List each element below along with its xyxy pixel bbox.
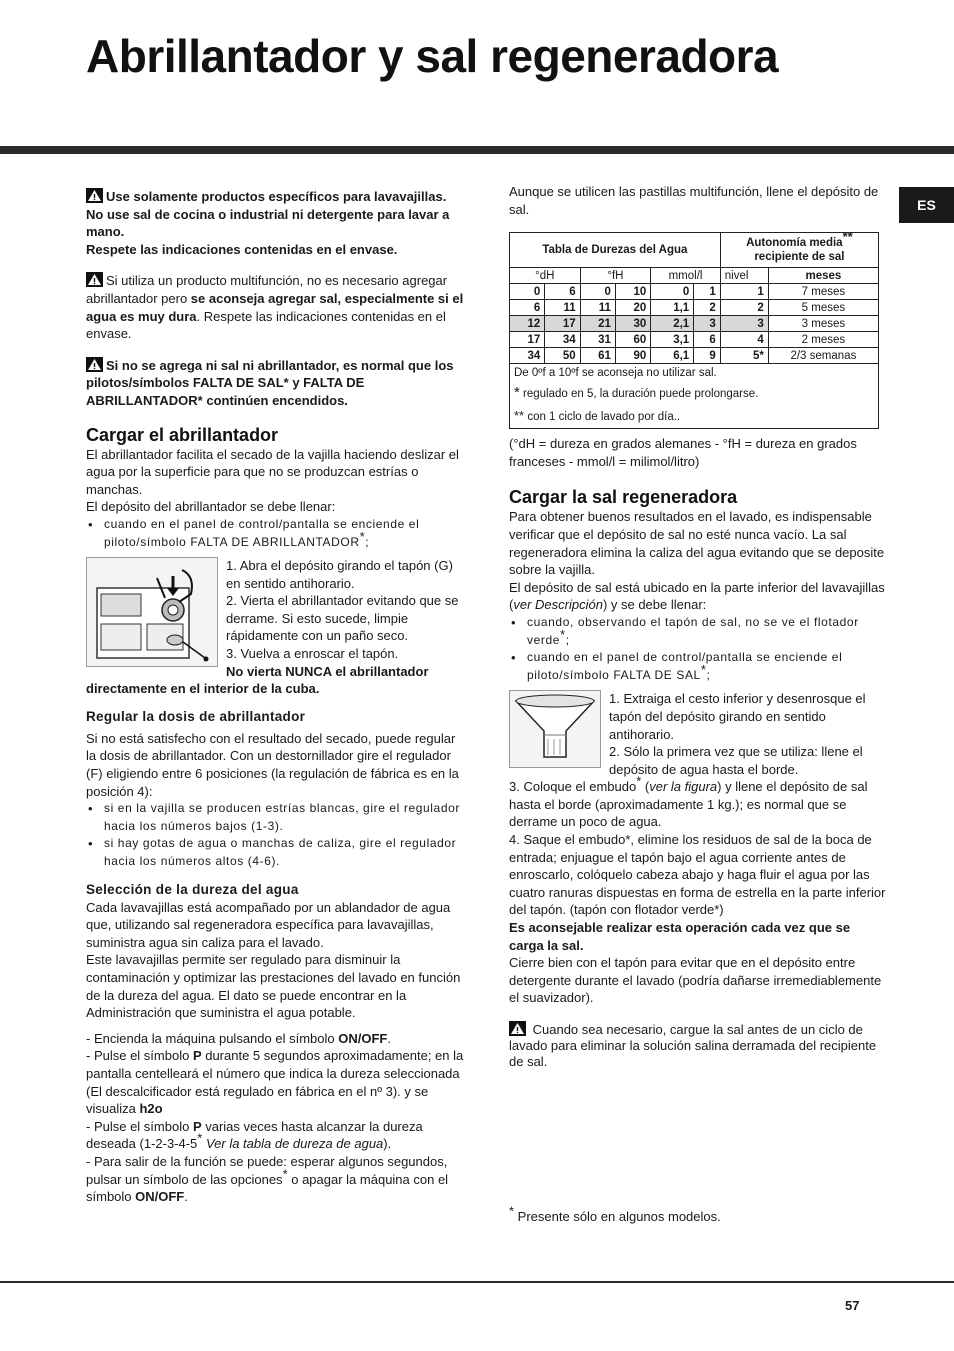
paragraph: Si no está satisfecho con el resultado del secado, puede regular la dosis de abrillantador. Con un destornillador gire el regulador (F) eligiendo entre 6 posiciones (la regulación de fábrica es en la posición 4): — [86, 730, 459, 799]
rinse-aid-warning: directamente en el interior de la cuba. — [86, 681, 320, 697]
salt-steps: 1. Extraiga el cesto inferior y desenrosque el tapón del depósito girando en sentido antihorario. 2. Sólo la primera vez que se utiliza: llene el depósito de agua hasta el borde. — [609, 691, 866, 777]
page-title: Abrillantador y sal regeneradora — [86, 30, 779, 82]
table-notes: De 0ºf a 10ºf se aconseja no utilizar sal. * regulado en 5, la duración puede prolongarse. ** con 1 ciclo de lavado por día.. — [510, 364, 879, 429]
table-row-highlighted: 12 17 21 30 2,1 3 3 3 meses — [510, 316, 879, 332]
warning-icon — [509, 1021, 526, 1036]
paragraph: Este lavavajillas permite ser regulado para disminuir la contaminación y optimizar las prestaciones del lavado en función de la dureza del agua. El dato se puede encontrar en la Administración que suministra el agua potable. — [86, 952, 461, 1021]
footer-rule — [0, 1281, 954, 1283]
footnote: * Presente sólo en algunos modelos. — [509, 1203, 721, 1224]
header-rule — [0, 146, 954, 154]
bullet-list — [86, 516, 464, 551]
salt-funnel-illustration — [509, 690, 601, 768]
instruction-step: 3. Coloque el embudo* (ver la figura) y llene el depósito de sal hasta el borde (aproximadamente 1 kg.); es normal que se derrame un poco de agua. — [509, 773, 868, 830]
instruction-step: - Encienda la máquina pulsando el símbolo ON/OFF. — [86, 1030, 391, 1046]
language-tab: ES — [899, 187, 954, 223]
table-row: 0 6 0 10 0 1 1 7 meses — [510, 284, 879, 300]
column-header: °fH — [580, 268, 651, 284]
paragraph: El depósito del abrillantador se debe llenar: — [86, 499, 336, 515]
list-item: • cuando en el panel de control/pantalla se enciende el piloto/símbolo FALTA DE SAL*; — [509, 649, 887, 684]
warning-icon — [86, 188, 103, 203]
rinse-aid-steps: 1. Abra el depósito girando el tapón (G) en sentido antihorario. 2. Vierta el abrillantador evitando que se derrame. Si esto sucede, limpie rápidamente con un paño seco. 3. Vuelva a enroscar el tapón. No vierta NUNCA el abrillantador — [226, 558, 459, 679]
section-title-salt: Cargar la sal regeneradora — [509, 487, 738, 508]
salt-advice: Es aconsejable realizar esta operación cada vez que se carga la sal. — [509, 920, 851, 953]
paragraph: Aunque se utilicen las pastillas multifunción, llene el depósito de sal. — [509, 184, 879, 217]
rinse-aid-figure-row — [86, 557, 464, 680]
column-header: °dH — [510, 268, 581, 284]
column-header: mmol/l — [651, 268, 721, 284]
bullet-list — [509, 614, 887, 684]
warning-indicators: Si no se agrega ni sal ni abrillantador, es normal que los pilotos/símbolos FALTA DE SAL* y FALTA DE ABRILLANTADOR* continúen encendidos. — [86, 357, 454, 408]
instruction-step: 4. Saque el embudo*, elimine los residuos de sal de la boca de entrada; enjuague el tapón bajo el agua corriente antes de enroscarlo, colóquelo cabeza abajo y haga fluir el agua por las cuatro ranuras dispuestas en forma de estrella en la parte inferior del tapón. (tapón con flotador verde*) — [509, 832, 886, 918]
list-item: • cuando, observando el tapón de sal, no se ve el flotador verde*; — [509, 614, 887, 649]
table-autonomy-header: Autonomía media** recipiente de sal — [720, 233, 878, 268]
column-header: nivel — [720, 268, 768, 284]
column-header: meses — [768, 268, 878, 284]
paragraph: Cierre bien con el tapón para evitar que en el depósito entre detergente durante el lavado (podría dañarse irremediablemente el suavizador). — [509, 955, 882, 1006]
bullet-list — [86, 800, 464, 870]
list-item: • si hay gotas de agua o manchas de caliza, gire el regulador hacia los números altos (4-6). — [86, 835, 464, 870]
instruction-step: - Pulse el símbolo P varias veces hasta alcanzar la dureza deseada (1-2-3-4-5* Ver la tabla de dureza de agua). — [86, 1118, 423, 1152]
subsection-title-hardness: Selección de la dureza del agua — [86, 881, 299, 897]
list-item: • cuando en el panel de control/pantalla se enciende el piloto/símbolo FALTA DE ABRILLANTADOR*; — [86, 516, 464, 551]
list-item: • si en la vajilla se producen estrías blancas, gire el regulador hacia los números bajos (1-3). — [86, 800, 464, 835]
table-row: 6 11 11 20 1,1 2 2 5 meses — [510, 300, 879, 316]
warning-multifunction: Si utiliza un producto multifunción, no es necesario agregar abrillantador pero se aconseja agregar sal, especialmente si el agua es muy dura. Respete las indicaciones contenidas en el envase. — [86, 273, 464, 342]
water-hardness-table — [509, 229, 879, 429]
warning-icon — [86, 357, 103, 372]
page-number: 57 — [845, 1298, 860, 1313]
table-title: Tabla de Durezas del Agua — [510, 233, 721, 268]
rinse-aid-dispenser-illustration — [86, 557, 218, 667]
table-row: 34 50 61 90 6,1 9 5* 2/3 semanas — [510, 348, 879, 364]
paragraph: El abrillantador facilita el secado de la vajilla haciendo deslizar el agua por la superficie para que no se produzcan estrías o manchas. — [86, 446, 459, 497]
paragraph: El depósito de sal está ubicado en la parte inferior del lavavajillas (ver Descripción) y se debe llenar: — [509, 579, 885, 613]
warning-icon — [86, 272, 103, 287]
section-title-rinse-aid: Cargar el abrillantador — [86, 424, 279, 445]
warning-salt-cycle: Cuando sea necesario, cargue la sal antes de un ciclo de lavado para eliminar la solución salina derramada del recipiente de sal. — [509, 1022, 877, 1069]
paragraph: Cada lavavajillas está acompañado por un ablandador de agua que, utilizando sal regeneradora específica para lavavajillas, suministra agua sin caliza para el lavado. — [86, 899, 451, 950]
instruction-step: - Pulse el símbolo P durante 5 segundos aproximadamente; en la pantalla centelleará el número que indica la dureza seleccionada (El descalcificador está regulado en fábrica en el nº 3). y se visualiza h2o — [86, 1048, 464, 1117]
instruction-step: - Para salir de la función se puede: esperar algunos segundos, pulsar un símbolo de las opciones* o apagar la máquina con el símbolo ON/OFF. — [86, 1153, 449, 1205]
warning-products: Use solamente productos específicos para lavavajillas. No use sal de cocina o industrial ni detergente para lavar a mano. Respete las indicaciones contenidas en el envase. — [86, 189, 450, 257]
table-legend: (°dH = dureza en grados alemanes - °fH = dureza en grados franceses - mmol/l = milimol/litro) — [509, 436, 857, 469]
paragraph: Para obtener buenos resultados en el lavado, es indispensable verificar que el depósito de sal no esté nunca vacío. La sal regeneradora elimina la caliza del agua evitando que se deposite sobre la vajilla. — [509, 509, 885, 578]
right-column — [509, 183, 887, 1007]
subsection-title-dose: Regular la dosis de abrillantador — [86, 708, 306, 724]
left-column — [86, 188, 464, 1206]
table-row: 17 34 31 60 3,1 6 4 2 meses — [510, 332, 879, 348]
salt-figure-row — [509, 690, 887, 778]
